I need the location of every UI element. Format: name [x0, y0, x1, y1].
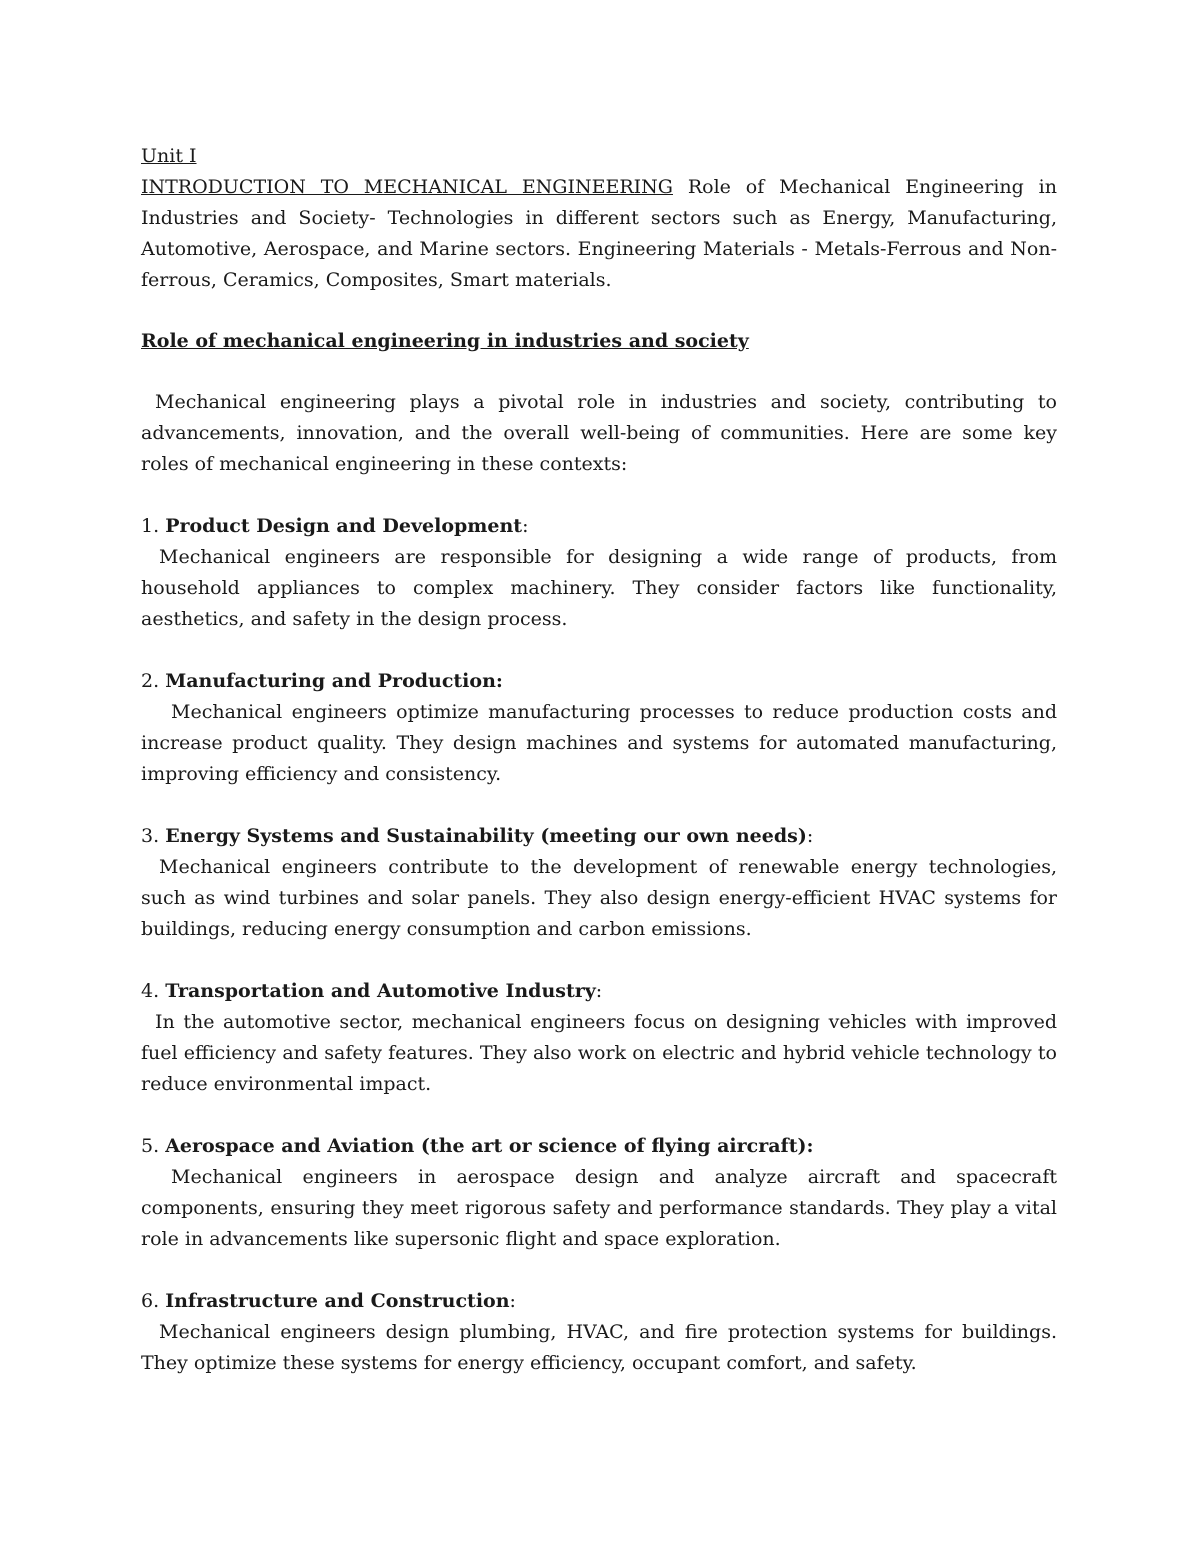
item-number: 6. — [141, 1290, 160, 1312]
list-item — [141, 511, 1057, 635]
intro-paragraph — [141, 172, 1057, 296]
item-suffix: : — [522, 515, 529, 537]
item-number: 3. — [141, 825, 160, 847]
list-item — [141, 1286, 1057, 1379]
item-title-row — [141, 666, 1057, 697]
document-page — [141, 141, 1057, 1379]
intro-text: Role of Mechanical Engineering in Industries and Society- Technologies in different sectors such as Energy, Manufacturing, Automotive, Aerospace, and Marine sectors. Engineering Materials - Metals-Ferrous and Non-ferrous, Ceramics, Composites, Smart materials. — [141, 176, 1057, 291]
item-suffix: : — [509, 1290, 516, 1312]
item-suffix: : — [806, 825, 814, 847]
item-title-row — [141, 1131, 1057, 1162]
list-item — [141, 976, 1057, 1100]
lead-paragraph: Mechanical engineering plays a pivotal role in industries and society, contributing to advancements, innovation, and the overall well-being of communities. Here are some key roles of mechanical engineering in these contexts: — [141, 391, 1057, 475]
item-title: Energy Systems and Sustainability (meeting our own needs) — [165, 825, 807, 847]
item-title: Manufacturing and Production: — [165, 670, 503, 692]
item-title-row — [141, 821, 1057, 852]
list-item — [141, 821, 1057, 945]
section-heading: Role of mechanical engineering in industries and society — [141, 330, 749, 352]
item-body: Mechanical engineers optimize manufacturing processes to reduce production costs and increase product quality. They design machines and systems for automated manufacturing, improving efficiency and consistency. — [141, 701, 1057, 785]
item-body: Mechanical engineers design plumbing, HVAC, and fire protection systems for buildings. They optimize these systems for energy efficiency, occupant comfort, and safety. — [141, 1321, 1057, 1374]
item-body: Mechanical engineers contribute to the development of renewable energy technologies, such as wind turbines and solar panels. They also design energy-efficient HVAC systems for buildings, reducing energy consumption and carbon emissions. — [141, 856, 1057, 940]
item-title: Transportation and Automotive Industry — [165, 980, 596, 1002]
item-title-row — [141, 511, 1057, 542]
item-title: Product Design and Development — [165, 515, 523, 537]
item-body: Mechanical engineers in aerospace design and analyze aircraft and spacecraft components, ensuring they meet rigorous safety and performance standards. They play a vital role in advancements like supersonic flight and space exploration. — [141, 1166, 1057, 1250]
item-suffix: : — [595, 980, 603, 1002]
item-title: Infrastructure and Construction — [165, 1290, 510, 1312]
item-body: Mechanical engineers are responsible for designing a wide range of products, from household appliances to complex machinery. They consider factors like functionality, aesthetics, and safety in the design process. — [141, 546, 1057, 630]
item-title: Aerospace and Aviation (the art or science of flying aircraft): — [165, 1135, 814, 1157]
item-title-row — [141, 1286, 1057, 1317]
item-number: 2. — [141, 670, 160, 692]
intro-heading: INTRODUCTION TO MECHANICAL ENGINEERING — [141, 176, 673, 198]
list-item — [141, 1131, 1057, 1255]
list-item — [141, 666, 1057, 790]
item-number: 5. — [141, 1135, 160, 1157]
unit-title: Unit I — [141, 145, 197, 167]
item-title-row — [141, 976, 1057, 1007]
item-body: In the automotive sector, mechanical engineers focus on designing vehicles with improved fuel efficiency and safety features. They also work on electric and hybrid vehicle technology to reduce environmental impact. — [141, 1011, 1057, 1095]
item-number: 4. — [141, 980, 160, 1002]
item-number: 1. — [141, 515, 160, 537]
